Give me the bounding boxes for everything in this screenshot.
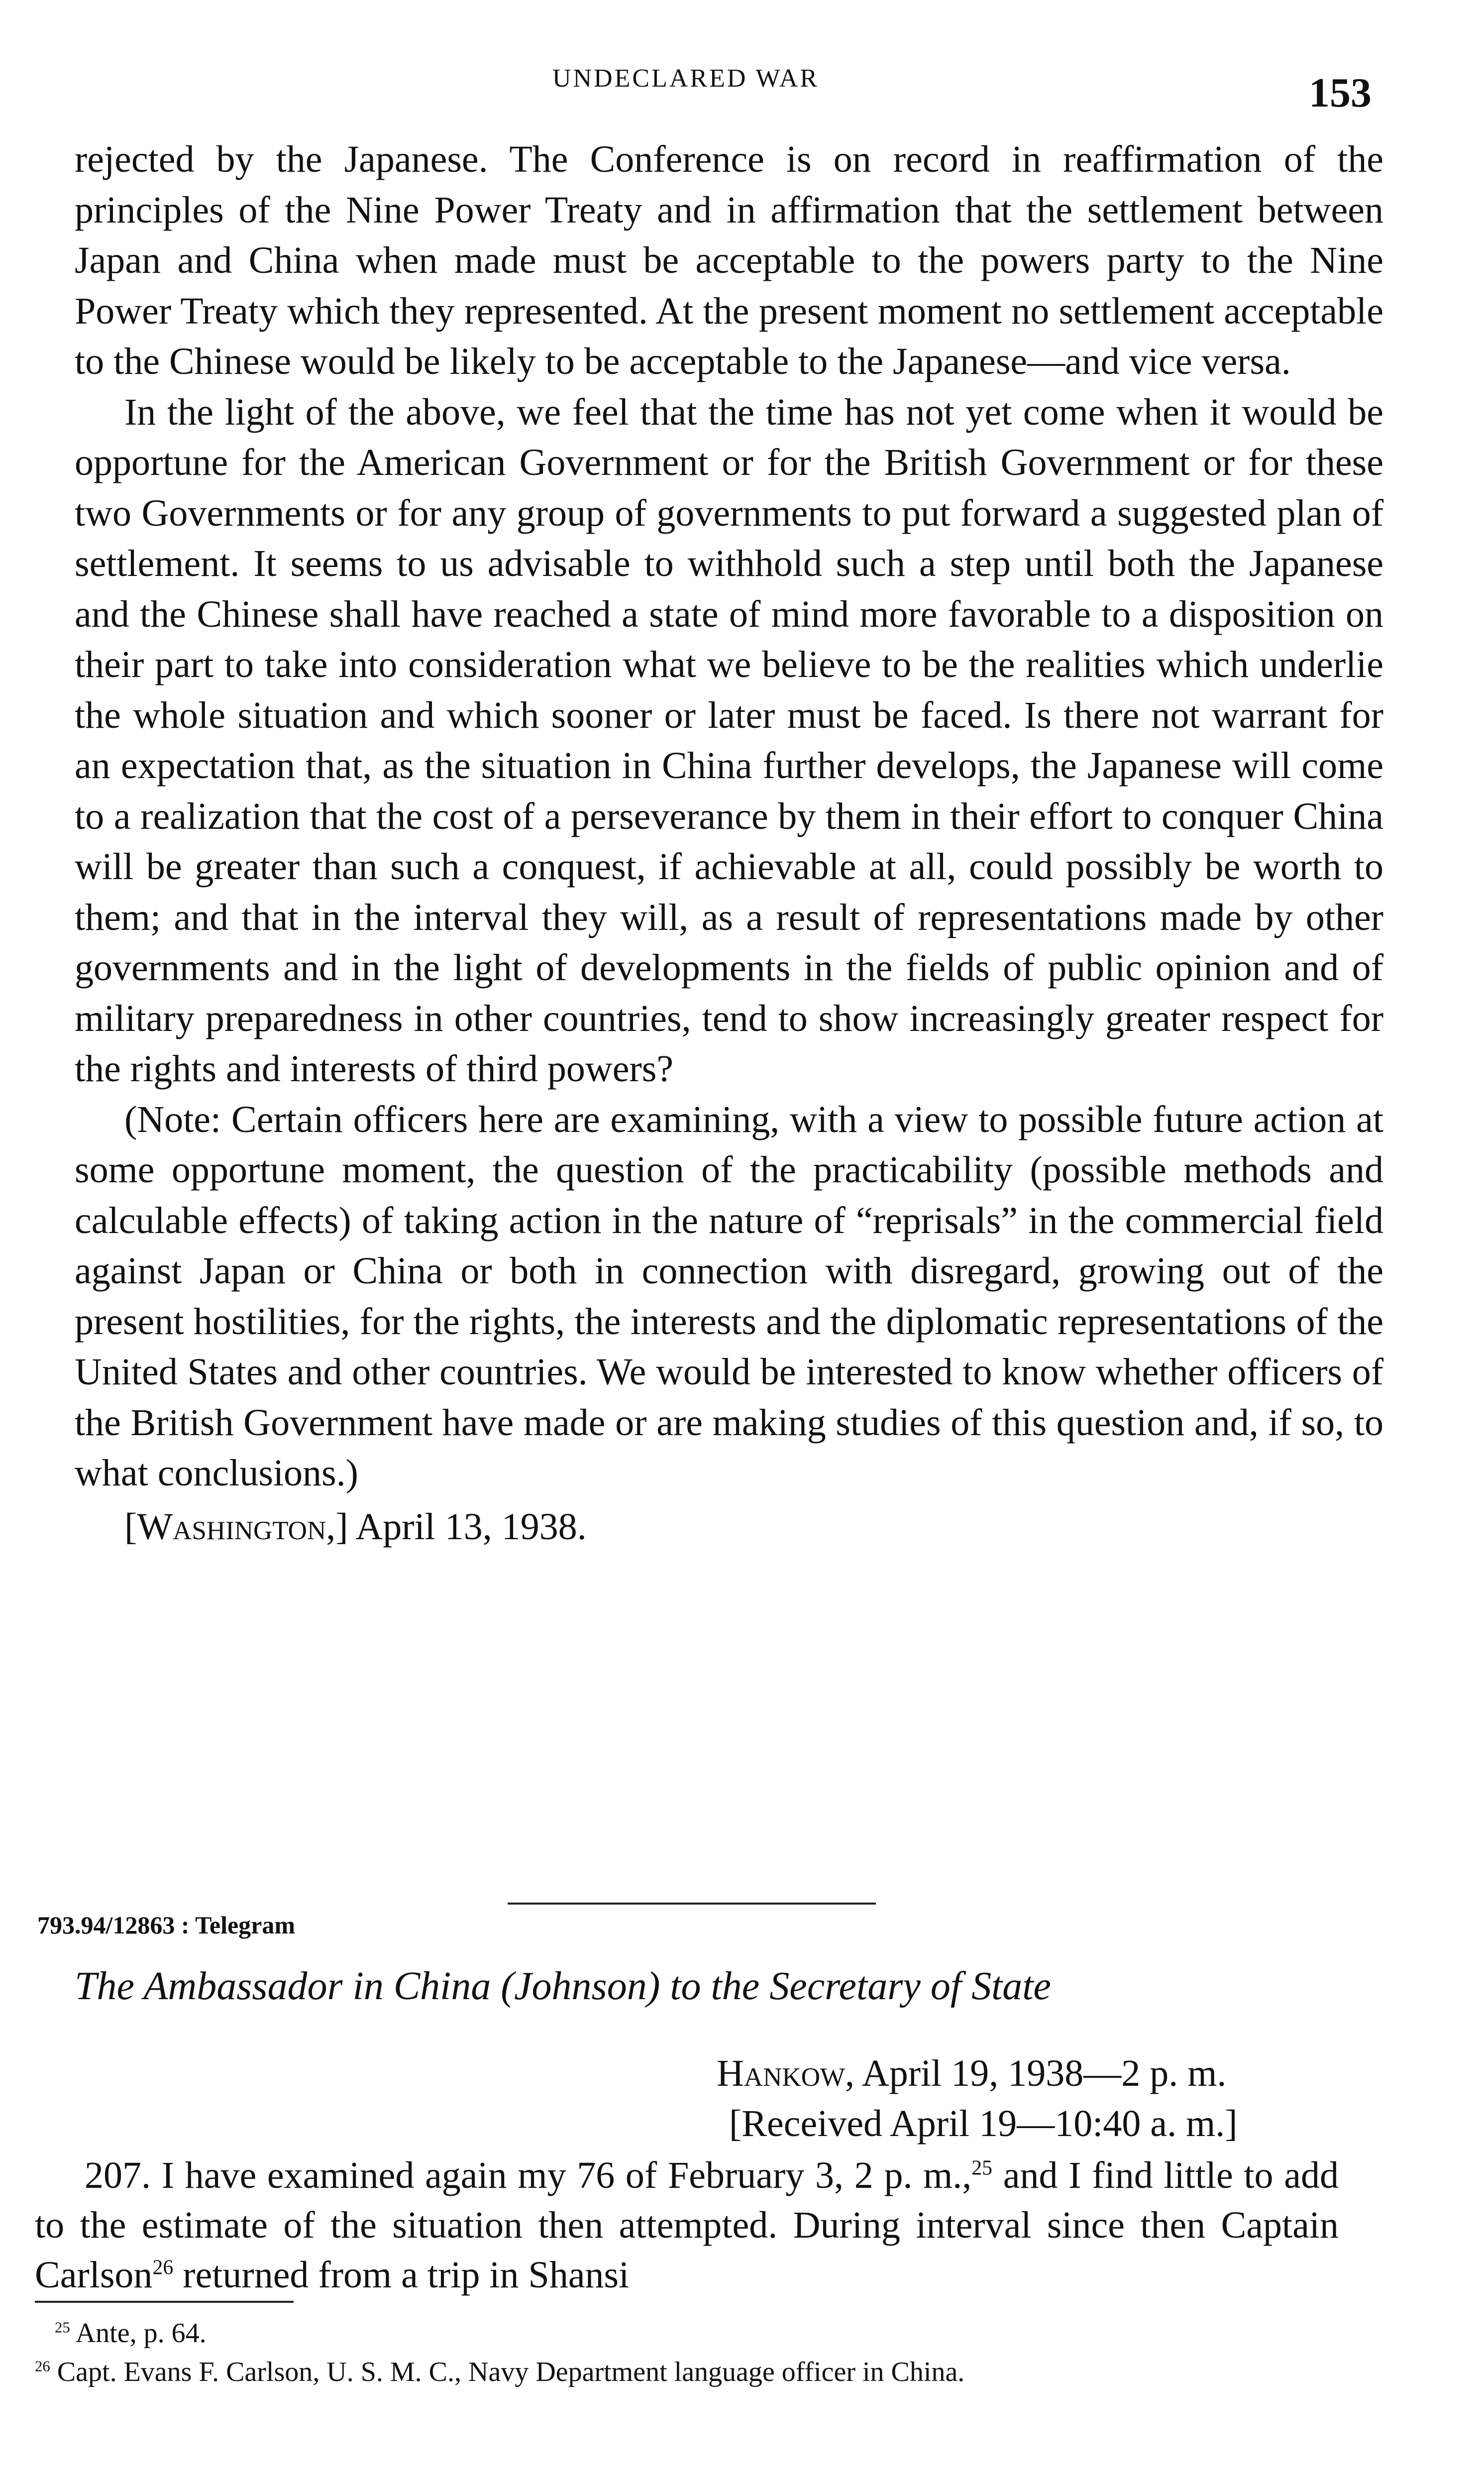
footnote-divider — [35, 2301, 294, 2303]
footnote-text: Capt. Evans F. Carlson, U. S. M. C., Navy Department language officer in China. — [50, 2357, 965, 2387]
telegram-text — [35, 2150, 1339, 2300]
received-line: [Received April 19—10:40 a. m.] — [729, 2103, 1238, 2145]
footnote-26 — [35, 2355, 1339, 2389]
telegram-dateline — [717, 2048, 1238, 2149]
telegram-paragraph: 207. I have examined again my 76 of February 3, 2 p. m.,$^{25}$ and I find little to add to the estimate of the situation then attempted. During interval since then Captain Carlson$^{26}$ returned from a trip in Shansi — [35, 2154, 1339, 2296]
dateline-place: Washington — [137, 1505, 326, 1548]
footnote-mark: 25 — [55, 2319, 70, 2336]
dateline-date: April 13, 1938. — [348, 1505, 587, 1548]
paragraph-settlement: In the light of the above, we feel that the time has not yet come when it would be opportune for the American Government or for the British Government or for these two Governments or for any group of governments to put forward a suggested plan of settlement. It seems to us advisable to withhold such a step until both the Japanese and the Chinese shall have reached a state of mind more favorable to a disposition on their part to take into consideration what we believe to be the realities which underlie the whole situation and which sooner or later must be faced. Is there not warrant for an expectation that, as the situation in China further develops, the Japanese will come to a realization that the cost of a perseverance by them in their effort to conquer China will be greater than such a conquest, if achievable at all, could possibly be worth to them; and that in the interval they will, as a result of representations made by other governments and in the light of developments in the fields of public opinion and of military preparedness in other countries, tend to show increasingly greater respect for the rights and interests of third powers? — [75, 391, 1383, 1090]
sent-date: , April 19, 1938—2 p. m. — [845, 2052, 1227, 2094]
dateline — [75, 1502, 1383, 1553]
paragraph-continuation: rejected by the Japanese. The Conference is on record in reaffirmation of the principles of the Nine Power Treaty and in affirmation that the settlement between Japan and China when made must be acceptable to the powers party to the Nine Power Treaty which they represented. At the present moment no settlement acceptable to the Chinese would be likely to be acceptable to the Japanese—and vice versa. — [75, 138, 1383, 382]
page-number: 153 — [1309, 70, 1372, 116]
dateline-close-bracket: ,] — [326, 1505, 348, 1548]
footnote-25 — [55, 2316, 1359, 2351]
sent-line — [717, 2048, 1238, 2099]
running-title: UNDECLARED WAR — [552, 64, 820, 93]
document-title: The Ambassador in China (Johnson) to the Secretary of State — [75, 1964, 1052, 2008]
paragraph-note: (Note: Certain officers here are examining, with a view to possible future action at some opportune moment, the question of the practicability (possible methods and calculable effects) of taking action in the nature of “reprisals” in the commercial field against Japan or China or both in connection with disregard, growing out of the present hostilities, for the rights, the interests and the diplomatic representations of the United States and other countries. We would be interested to know whether officers of the British Government have made or are making studies of this question and, if so, to what conclusions.) — [75, 1098, 1383, 1494]
sent-place: Hankow — [717, 2052, 846, 2094]
footnote-ref-25: 25 — [971, 2156, 993, 2180]
footnote-mark: 26 — [35, 2358, 50, 2375]
dateline-open-bracket: [ — [124, 1505, 137, 1548]
file-number: 793.94/12863 : Telegram — [37, 1911, 296, 1939]
section-divider — [508, 1903, 876, 1905]
footnote-text: Ante, p. 64. — [70, 2318, 207, 2349]
main-text — [75, 134, 1383, 1552]
footnote-ref-26: 26 — [152, 2256, 174, 2279]
